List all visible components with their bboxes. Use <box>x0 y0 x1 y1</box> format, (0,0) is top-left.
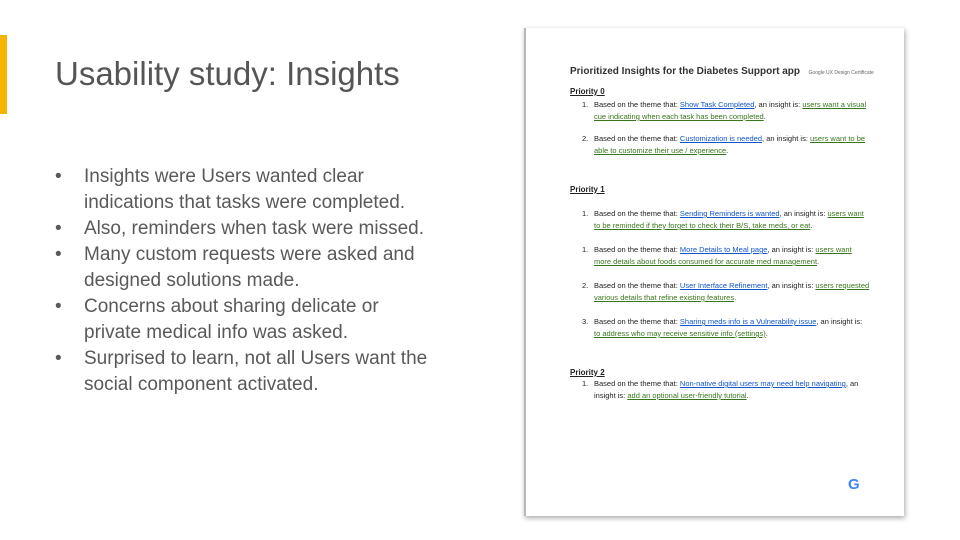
insight-link[interactable]: users requested various details that refine existing features <box>594 281 870 302</box>
bullet-item <box>55 164 435 216</box>
insight-item <box>570 280 870 304</box>
doc-body <box>570 87 870 402</box>
doc-header <box>570 61 874 79</box>
insight-item <box>570 316 870 340</box>
theme-link[interactable]: Customization is needed <box>679 134 763 143</box>
bullet-dot: • <box>55 296 62 317</box>
insight-item <box>570 208 870 232</box>
end-text: . <box>746 391 749 400</box>
theme-link[interactable]: Sending Reminders is wanted <box>679 209 780 218</box>
insight-item <box>570 244 870 268</box>
bullet-list <box>55 164 435 398</box>
insight-link[interactable]: to address who may receive sensitive info (settings) <box>594 329 766 338</box>
mid-text: , an insight is: <box>754 100 803 109</box>
lead-text: Based on the theme that: <box>594 245 680 254</box>
slide-title: Usability study: Insights <box>55 55 400 92</box>
bullet-text: Many custom requests were asked and designed solutions made. <box>84 244 415 291</box>
doc-title: Prioritized Insights for the Diabetes Support app <box>570 66 801 77</box>
mid-text: , an insight is: <box>762 134 810 143</box>
accent-bar <box>0 35 7 114</box>
bullet-item <box>55 294 435 346</box>
insight-link[interactable]: users want a visual cue indicating when each task has been completed <box>594 100 867 121</box>
bullet-item <box>55 216 435 242</box>
bullet-dot: • <box>55 244 62 265</box>
bullet-item <box>55 346 435 398</box>
lead-text: Based on the theme that: <box>594 100 680 109</box>
item-number: 1. <box>582 379 589 388</box>
lead-text: Based on the theme that: <box>594 209 680 218</box>
end-text: . <box>726 146 729 155</box>
bullet-text: Surprised to learn, not all Users want the social component activated. <box>84 348 428 395</box>
insight-link[interactable]: users want more details about foods consumed for accurate med management <box>594 245 852 266</box>
item-number: 3. <box>582 317 589 326</box>
item-number: 1. <box>582 209 589 218</box>
bullet-dot: • <box>55 218 62 239</box>
item-number: 1. <box>582 245 589 254</box>
insight-link[interactable]: users want to be reminded if they forget to check their B/S, take meds, or eat <box>594 209 864 230</box>
insight-item <box>570 133 870 157</box>
theme-link[interactable]: More Details to Meal page <box>679 245 768 254</box>
insight-link[interactable]: users want to be able to customize their use / experience <box>594 134 866 155</box>
doc-subtitle: Google UX Design Certificate <box>808 70 874 76</box>
bullet-item <box>55 242 435 294</box>
lead-text: Based on the theme that: <box>594 134 680 143</box>
mid-text: , an insight is: <box>767 281 816 290</box>
end-text: . <box>765 329 768 338</box>
bullet-dot: • <box>55 166 62 187</box>
insight-item <box>570 99 870 123</box>
document-screenshot <box>524 28 904 516</box>
end-text: . <box>734 293 737 302</box>
bullet-text: Also, reminders when task were missed. <box>84 218 425 239</box>
insight-item <box>570 378 870 402</box>
theme-link[interactable]: Sharing meds info is a Vulnerability issue <box>679 317 817 326</box>
lead-text: Based on the theme that: <box>594 317 680 326</box>
lead-text: Based on the theme that: <box>594 379 680 388</box>
bullet-dot: • <box>55 348 62 369</box>
bullet-text: Concerns about sharing delicate or private medical info was asked. <box>84 296 379 343</box>
mid-text: , an insight is: <box>767 245 816 254</box>
priority-heading: Priority 2 <box>570 368 605 377</box>
insight-link[interactable]: add an optional user-friendly tutorial <box>627 391 747 400</box>
theme-link[interactable]: Non-native digital users may need help navigating <box>679 379 846 388</box>
bullet-text: Insights were Users wanted clear indications that tasks were completed. <box>84 166 406 213</box>
priority-heading: Priority 0 <box>570 87 605 96</box>
priority-heading: Priority 1 <box>570 185 605 194</box>
mid-text: , an insight is: <box>816 317 863 326</box>
end-text: . <box>763 112 766 121</box>
item-number: 1. <box>582 100 589 109</box>
theme-link[interactable]: User Interface Refinement <box>679 281 768 290</box>
end-text: . <box>817 257 820 266</box>
mid-text: , an insight is: <box>779 209 828 218</box>
item-number: 2. <box>582 281 589 290</box>
end-text: . <box>810 221 813 230</box>
mid-text: , an insight is: <box>594 379 859 400</box>
google-logo: G <box>848 476 860 493</box>
lead-text: Based on the theme that: <box>594 281 680 290</box>
theme-link[interactable]: Show Task Completed <box>679 100 755 109</box>
item-number: 2. <box>582 134 589 143</box>
